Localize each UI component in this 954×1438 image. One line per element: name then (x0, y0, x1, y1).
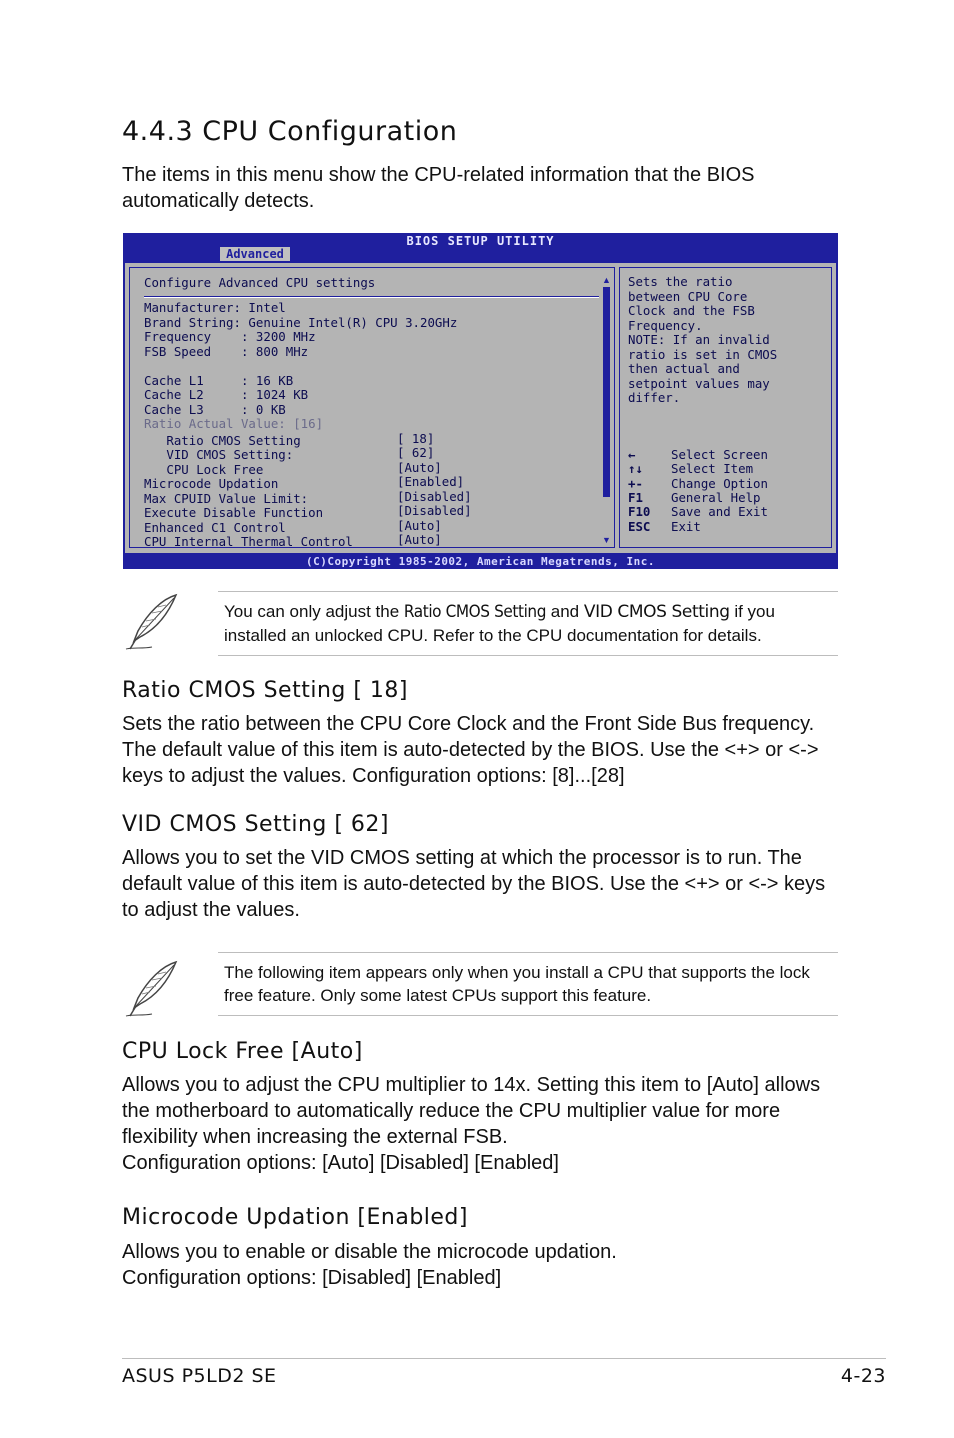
note-text (224, 600, 838, 647)
bios-setting-name: Microcode Updation (144, 476, 279, 491)
bios-setting-value[interactable]: [Enabled] (397, 474, 465, 489)
section-title-microcode: Microcode Updation [Enabled] (122, 1205, 468, 1230)
bios-setting-name: Execute Disable Function (144, 505, 324, 520)
bios-key: ESC (628, 518, 651, 534)
bios-info-line: Frequency : 3200 MHz (144, 329, 316, 344)
section-body-lock-free: Allows you to adjust the CPU multiplier to 14x. Setting this item to [Auto] allows the motherboard to automatically reduce the CPU multiplier value for more flexibility when increasing the external FSB. (122, 1074, 821, 1148)
note-box-unlocked-cpu (218, 591, 838, 656)
bios-key: +- (628, 475, 643, 491)
bios-scrollbar[interactable] (601, 275, 612, 545)
section-title-lock-free: CPU Lock Free [Auto] (122, 1039, 363, 1064)
note-text-pre: You can only adjust the (224, 602, 404, 621)
note-text-mid: and (546, 602, 584, 621)
bios-info-line: Cache L2 : 1024 KB (144, 387, 309, 402)
footer-rule (122, 1358, 886, 1359)
bios-key-action: Exit (671, 518, 701, 534)
bios-info-line: Brand String: Genuine Intel(R) CPU 3.20GHz (144, 314, 458, 330)
footer-page-number: 4-23 (840, 1365, 886, 1387)
bios-setting-value[interactable]: [Auto] (397, 459, 442, 475)
footer-product: ASUS P5LD2 SE (122, 1365, 277, 1387)
section-body-microcode: Allows you to enable or disable the microcode updation. (122, 1241, 617, 1263)
note-feather-icon (122, 591, 186, 655)
bios-info-line: Manufacturer: Intel (144, 300, 286, 315)
bios-setting-name: Ratio CMOS Setting (144, 432, 301, 448)
note-text-post: if you installed an unlocked CPU. Refer to the CPU documentation for details. (224, 602, 775, 645)
section-body-vid: Allows you to set the VID CMOS setting at which the processor is to run. The default value of this item is auto-detected by the BIOS. Use the <+> or <-> keys to adjust the values. (122, 847, 826, 921)
scroll-down-icon[interactable]: ▼ (602, 535, 611, 545)
bios-key-row (628, 518, 701, 535)
bios-setting-name: Max CPUID Value Limit: (144, 490, 309, 506)
section-options-microcode: Configuration options: [Disabled] [Enabled] (122, 1267, 502, 1289)
note-bold-vid: VID CMOS Setting (583, 602, 730, 622)
note-text: The following item appears only when you install a CPU that supports the lock free feature. Only some latest CPUs support this feature. (224, 963, 810, 1005)
scroll-thumb[interactable] (603, 287, 610, 497)
bios-info-line: Cache L3 : 0 KB (144, 401, 286, 417)
bios-key-action: Save and Exit (671, 504, 768, 520)
bios-title: BIOS SETUP UTILITY (406, 234, 555, 248)
bios-settings-panel (129, 267, 615, 548)
bios-setting-value[interactable]: [ 18] (397, 430, 435, 446)
section-title-vid: VID CMOS Setting [ 62] (122, 812, 390, 837)
bios-key-action: Select Screen (671, 447, 768, 462)
bios-help-panel (619, 267, 832, 548)
bios-setting-name: Enhanced C1 Control (144, 519, 286, 535)
note-feather-icon (122, 958, 186, 1022)
bios-help-text: Sets the ratio between CPU Core Clock and the FSB Frequency. NOTE: If an invalid ratio is set in CMOS then actual and setpoint values may differ. (628, 274, 778, 405)
bios-setting-name: CPU Internal Thermal Control (144, 534, 353, 549)
bios-key: ↑↓ (628, 461, 643, 477)
bios-key-action: General Help (671, 489, 761, 505)
bios-setting-value[interactable]: [Auto] (397, 532, 442, 547)
bios-key: ← (628, 447, 636, 462)
bios-key-action: Select Item (671, 461, 754, 477)
bios-section-title: Configure Advanced CPU settings (144, 275, 376, 290)
bios-key: F1 (628, 489, 643, 505)
section-heading: 4.4.3 CPU Configuration (122, 116, 458, 147)
section-title-ratio: Ratio CMOS Setting [ 18] (122, 678, 409, 703)
bios-screenshot (123, 233, 838, 569)
bios-frame (125, 263, 836, 553)
bios-divider (144, 296, 599, 298)
bios-setting-value[interactable]: [Auto] (397, 517, 442, 533)
bios-key-action: Change Option (671, 475, 768, 491)
section-body-ratio: Sets the ratio between the CPU Core Clock and the Front Side Bus frequency. The default value of this item is auto-detected by the BIOS. Use the <+> or <-> keys to adjust the values. Configuration options: [8]...[28] (122, 713, 819, 787)
note-box-lock-free (218, 952, 838, 1016)
bios-setting-name: VID CMOS Setting: (144, 447, 294, 462)
intro-paragraph: The items in this menu show the CPU-related information that the BIOS automatically detects. (122, 164, 755, 212)
bios-setting-value[interactable]: [ 62] (397, 445, 435, 460)
note-bold-ratio: Ratio CMOS Setting (403, 602, 547, 622)
section-options-lock-free: Configuration options: [Auto] [Disabled] [Enabled] (122, 1152, 559, 1174)
bios-info-line: FSB Speed : 800 MHz (144, 343, 309, 359)
bios-copyright: (C)Copyright 1985-2002, American Megatrends, Inc. (305, 555, 655, 568)
bios-setting-value[interactable]: [Disabled] (397, 503, 472, 518)
bios-info-line: Ratio Actual Value: [16] (144, 416, 324, 431)
bios-setting-value[interactable]: [Disabled] (397, 488, 472, 504)
bios-setting-name: CPU Lock Free (144, 461, 264, 477)
bios-info-line: Cache L1 : 16 KB (144, 372, 294, 388)
bios-key: F10 (628, 504, 651, 520)
scroll-up-icon[interactable]: ▲ (602, 275, 611, 285)
bios-setting-row[interactable] (144, 532, 442, 551)
bios-tab-advanced[interactable]: Advanced (220, 247, 290, 261)
bios-key-row (628, 504, 768, 520)
